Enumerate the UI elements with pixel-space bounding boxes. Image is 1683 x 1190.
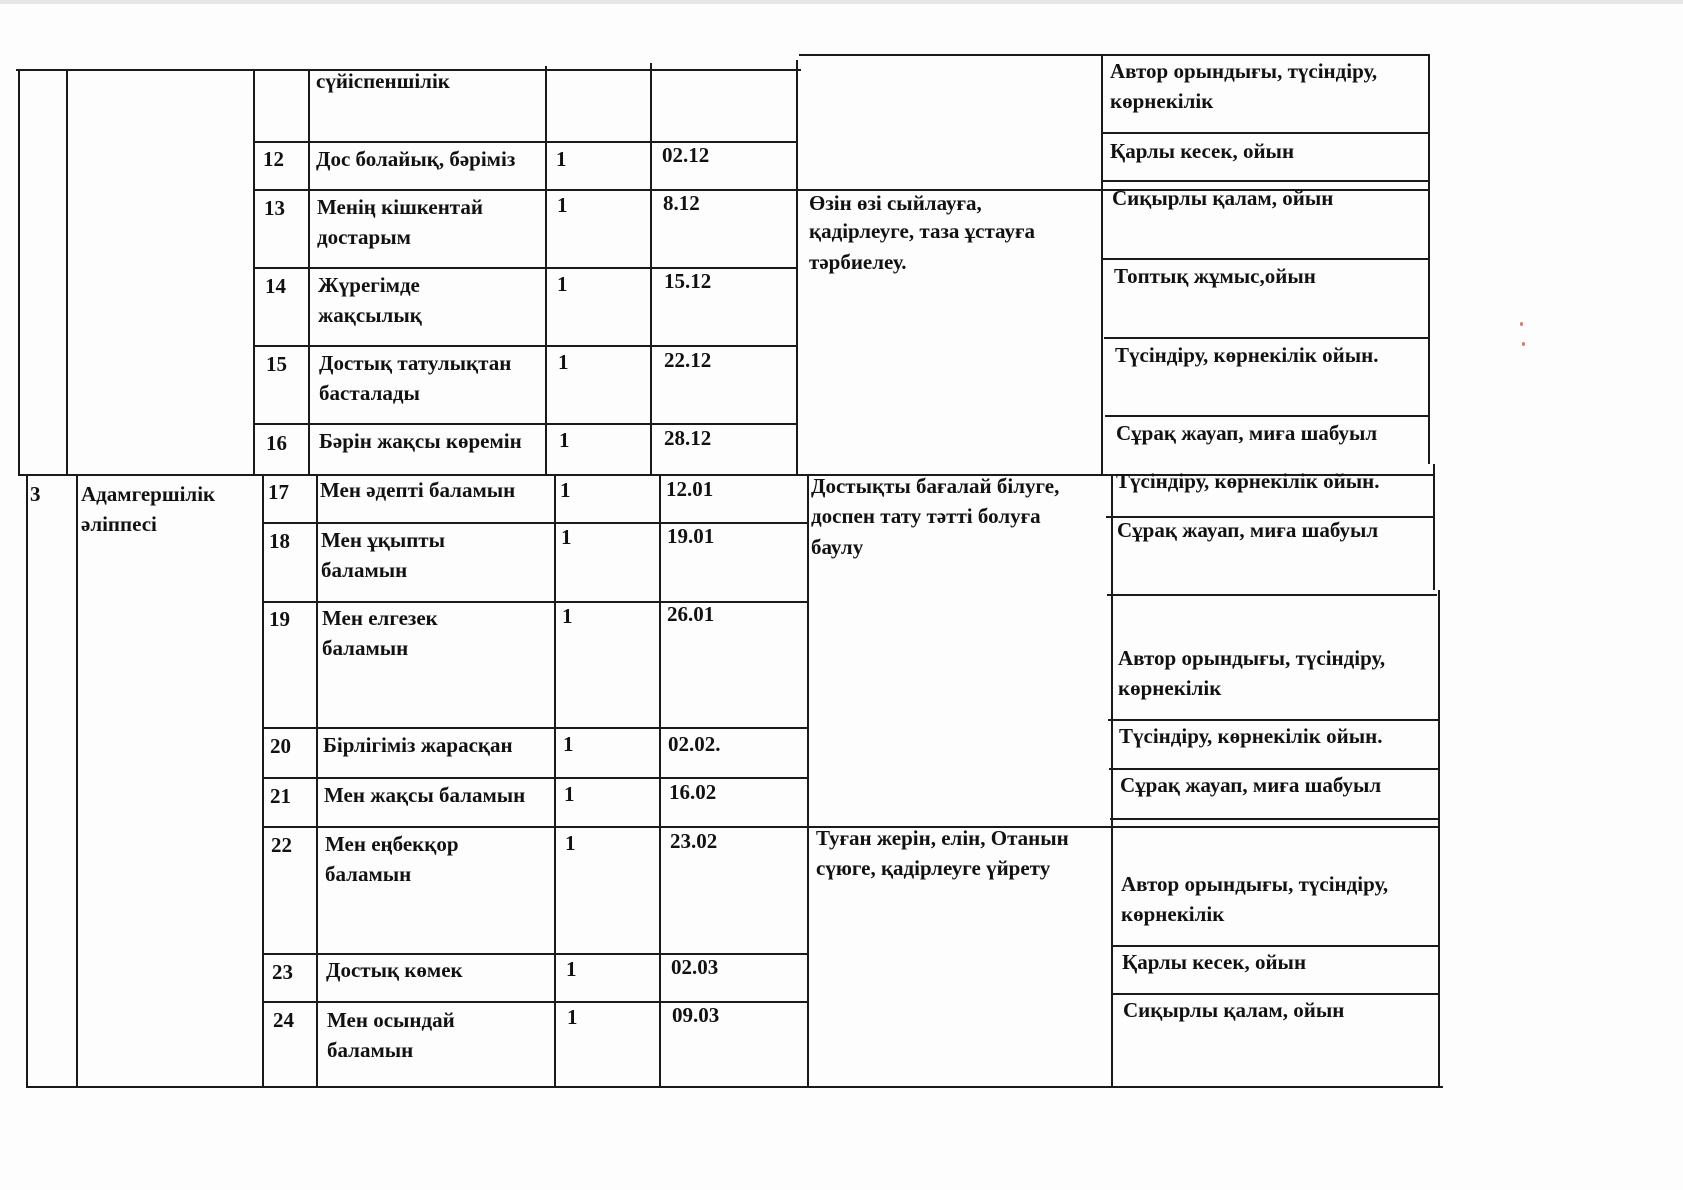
topic-cell: Мен әдепті баламын: [320, 478, 516, 502]
hours-cell: 1: [561, 525, 572, 549]
goal-text-line: Өзін өзі сыйлауға,: [809, 191, 982, 215]
goal-text-line: тәрбиелеу.: [809, 250, 907, 274]
date-cell: 8.12: [663, 191, 700, 215]
date-cell: 22.12: [664, 348, 712, 372]
hours-cell: 1: [557, 193, 568, 217]
row-number: 13: [264, 196, 285, 220]
hours-cell: 1: [559, 428, 570, 452]
topic-cell: Мен еңбекқор: [325, 832, 459, 856]
row-rule: [262, 1001, 809, 1003]
hours-cell: 1: [560, 478, 571, 502]
col-rule-topic-lower: [316, 475, 318, 1088]
row-number: 18: [269, 529, 290, 553]
hours-cell: 1: [567, 1005, 578, 1029]
topic-cell: Мен ұқыпты: [321, 528, 446, 552]
method-cell: Сиқырлы қалам, ойын: [1123, 998, 1345, 1022]
date-cell: 28.12: [664, 426, 712, 450]
goal-text-line: Достықты бағалай білуге,: [811, 474, 1060, 498]
col-rule-section-title-lower: [76, 475, 78, 1088]
topic-cell: баламын: [325, 862, 412, 886]
date-cell: 12.01: [666, 477, 714, 501]
topic-cell: Дос болайық, бәріміз: [316, 147, 516, 171]
method-rule: [1101, 132, 1430, 134]
date-cell: 02.03: [671, 955, 719, 979]
method-rule: [1110, 818, 1440, 820]
topic-cell: Бәрін жақсы көремін: [319, 429, 522, 453]
hours-cell: 1: [562, 604, 573, 628]
method-cell: көрнекілік: [1110, 89, 1214, 113]
section-title-line: Адамгершілік: [81, 482, 216, 506]
method-cell: Сиқырлы қалам, ойын: [1112, 186, 1334, 210]
row-number: 14: [265, 274, 286, 298]
date-cell: 02.02.: [668, 732, 721, 756]
table-frame-left-lower: [26, 475, 28, 1088]
method-rule: [1107, 594, 1437, 596]
scan-speck: [1520, 322, 1523, 326]
method-cell: Сұрақ жауап, миға шабуыл: [1120, 773, 1382, 797]
topic-cell: достарым: [317, 225, 411, 249]
row-number: 17: [268, 480, 289, 504]
goal-text-line: Туған жерін, елін, Отанын: [816, 826, 1069, 850]
hours-cell: 1: [557, 272, 568, 296]
table-frame-right-mid: [1433, 464, 1435, 590]
method-cell: көрнекілік: [1118, 676, 1222, 700]
method-cell: Түсіндіру, көрнекілік ойын.: [1119, 724, 1383, 748]
goal-text-line: сүюге, қадірлеуге үйрету: [816, 856, 1051, 880]
method-cell: көрнекілік: [1121, 902, 1225, 926]
row-number: 15: [266, 352, 287, 376]
col-rule-method: [1101, 54, 1103, 475]
method-cell: Сұрақ жауап, миға шабуыл: [1116, 421, 1378, 445]
col-rule-goal-lower: [807, 475, 809, 1088]
section-title-line: әліппесі: [81, 512, 157, 536]
col-rule-date: [650, 63, 652, 475]
topic-cell: Бірлігіміз жарасқан: [323, 733, 513, 757]
method-cell: Түсіндіру, көрнекілік ойын.: [1115, 343, 1379, 367]
row-number: 12: [263, 147, 284, 171]
hours-cell: 1: [566, 957, 577, 981]
col-rule-date-lower: [659, 475, 661, 1088]
col-rule-number: [253, 69, 255, 475]
topic-cell: басталады: [319, 381, 420, 405]
date-cell: 26.01: [667, 602, 715, 626]
row-number: 16: [266, 431, 287, 455]
table-frame-bottom: [26, 1086, 1443, 1088]
hours-cell: 1: [563, 732, 574, 756]
hours-cell: 1: [565, 831, 576, 855]
topic-cell: баламын: [327, 1038, 414, 1062]
date-cell: 09.03: [672, 1003, 720, 1027]
topic-cell: Достық татулықтан: [319, 351, 512, 375]
topic-cell: баламын: [321, 558, 408, 582]
method-cell: Түсіндіру, көрнекілік ойын.: [1116, 469, 1380, 493]
col-rule-number-lower: [262, 475, 264, 1088]
col-rule-section-title: [66, 69, 68, 475]
hours-cell: 1: [558, 350, 569, 374]
goal-text-line: доспен тату тәтті болуға: [811, 504, 1041, 528]
method-cell: Қарлы кесек, ойын: [1122, 950, 1307, 974]
row-number: 23: [272, 960, 293, 984]
goal-text-line: қадірлеуге, таза ұстауға: [809, 219, 1035, 243]
col-rule-hours: [545, 66, 547, 475]
method-cell: Қарлы кесек, ойын: [1110, 139, 1295, 163]
date-cell: 19.01: [667, 524, 715, 548]
row-number: 20: [270, 734, 291, 758]
page-top-edge: [0, 0, 1683, 4]
hours-cell: 1: [564, 782, 575, 806]
row-number: 21: [270, 784, 291, 808]
goal-text-line: баулу: [811, 535, 864, 559]
col-rule-hours-lower: [554, 475, 556, 1088]
method-cell: Автор орындығы, түсіндіру,: [1110, 59, 1378, 83]
scan-speck: [1522, 342, 1525, 346]
topic-cell: сүйіспеншілік: [316, 69, 450, 93]
row-number: 24: [273, 1008, 294, 1032]
topic-cell: баламын: [322, 636, 409, 660]
method-cell: Автор орындығы, түсіндіру,: [1118, 646, 1386, 670]
hours-cell: 1: [556, 147, 567, 171]
topic-cell: Мен осындай: [327, 1008, 455, 1032]
method-cell: Автор орындығы, түсіндіру,: [1121, 872, 1389, 896]
topic-cell: Мен елгезек: [322, 606, 438, 630]
table-frame-left: [18, 69, 20, 475]
method-cell: Сұрақ жауап, миға шабуыл: [1117, 518, 1379, 542]
topic-cell: жақсылық: [318, 303, 422, 327]
method-cell: Топтық жұмыс,ойын: [1114, 264, 1316, 288]
date-cell: 15.12: [664, 269, 712, 293]
topic-cell: Достық көмек: [326, 958, 463, 982]
topic-cell: Жүрегімде: [318, 273, 420, 297]
row-number: 19: [269, 607, 290, 631]
topic-cell: Мен жақсы баламын: [324, 783, 526, 807]
col-rule-method-lower: [1111, 475, 1113, 1088]
section-number: 3: [30, 482, 41, 506]
date-cell: 02.12: [662, 143, 710, 167]
table-frame-right-lower: [1438, 590, 1440, 1088]
date-cell: 23.02: [670, 829, 718, 853]
col-rule-topic: [308, 69, 310, 475]
row-number: 22: [271, 833, 292, 857]
date-cell: 16.02: [669, 780, 717, 804]
topic-cell: Менің кішкентай: [317, 195, 483, 219]
